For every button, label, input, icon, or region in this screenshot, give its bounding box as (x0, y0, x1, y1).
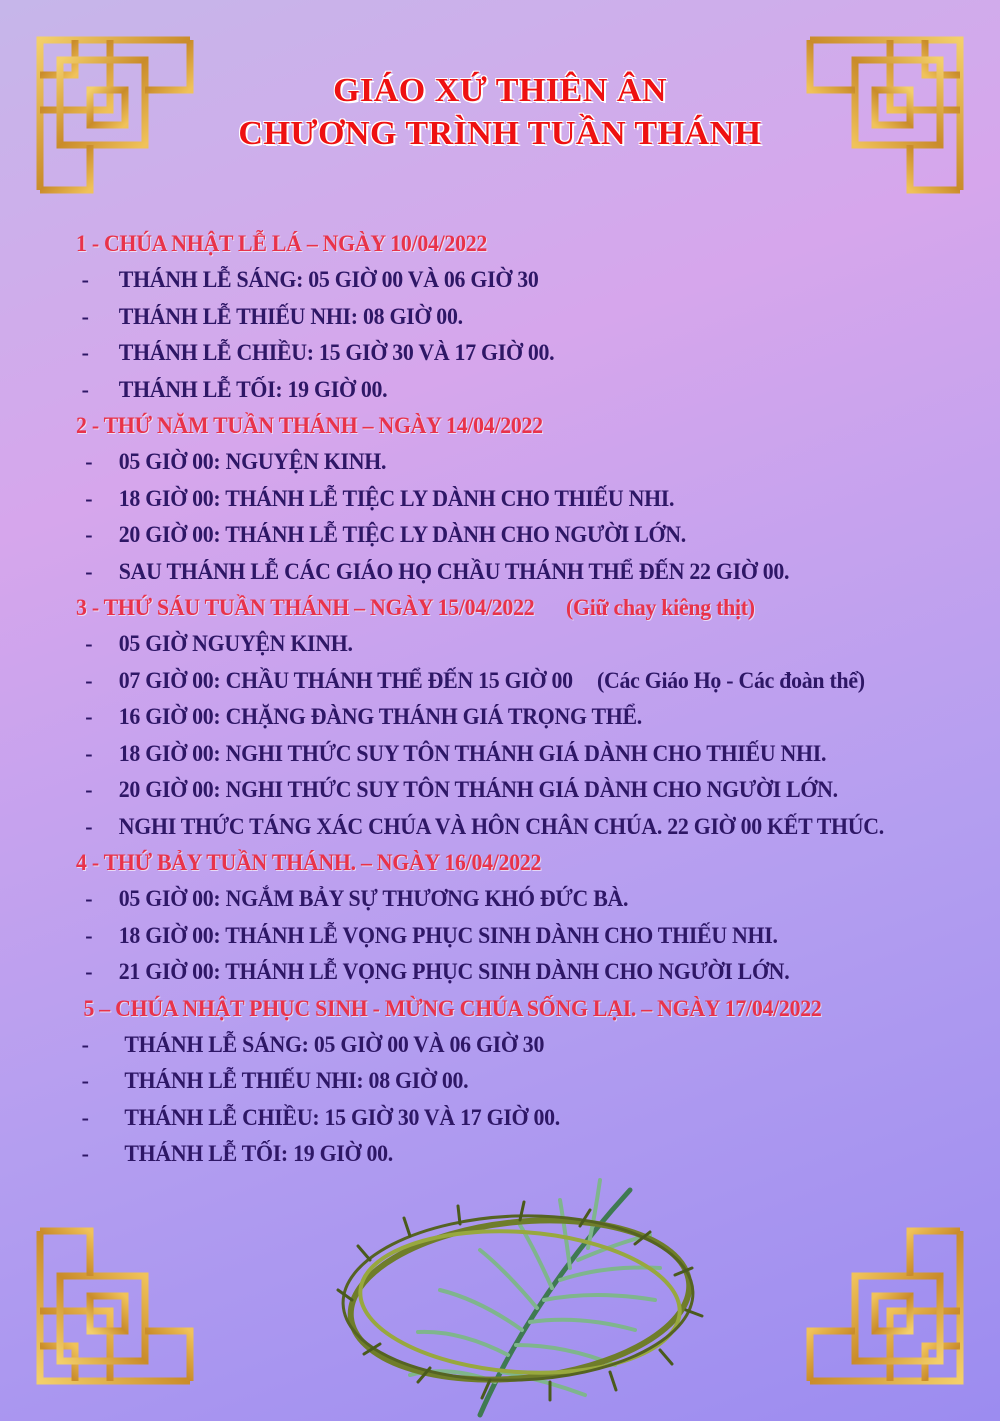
bullet-dash: - (85, 485, 93, 512)
bullet-dash: - (85, 704, 93, 731)
frame-corner-bottom-right (810, 1231, 960, 1381)
list-item: - 20 GIỜ 00: THÁNH LỄ TIỆC LY DÀNH CHO NGƯỜI LỚN. (76, 517, 894, 553)
section-holy-thursday (76, 408, 894, 590)
page-title-program: CHƯƠNG TRÌNH TUẦN THÁNH (238, 115, 762, 152)
bullet-dash: - (81, 267, 89, 294)
list-item: - THÁNH LỄ SÁNG: 05 GIỜ 00 VÀ 06 GIỜ 30 (76, 262, 894, 298)
list-item: - THÁNH LỄ TỐI: 19 GIỜ 00. (76, 372, 894, 408)
bullet-dash: - (81, 1141, 89, 1168)
bullet-dash: - (81, 1031, 89, 1058)
schedule-content (76, 226, 894, 1173)
frame-corner-bottom-left (40, 1231, 190, 1381)
list-item: - 18 GIỜ 00: NGHI THỨC SUY TÔN THÁNH GIÁ DÀNH CHO THIẾU NHI. (76, 736, 894, 772)
list-item: - 05 GIỜ 00: NGẮM BẢY SỰ THƯƠNG KHÓ ĐỨC BÀ. (76, 881, 894, 917)
bullet-dash: - (85, 886, 93, 913)
list-item: - 18 GIỜ 00: THÁNH LỄ TIỆC LY DÀNH CHO THIẾU NHI. (76, 481, 894, 517)
bullet-dash: - (85, 522, 93, 549)
section-heading: 1 - CHÚA NHẬT LỄ LÁ – NGÀY 10/04/2022 (76, 231, 488, 257)
list-item: - 20 GIỜ 00: NGHI THỨC SUY TÔN THÁNH GIÁ DÀNH CHO NGƯỜI LỚN. (76, 772, 894, 808)
list-item: - 16 GIỜ 00: CHẶNG ĐÀNG THÁNH GIÁ TRỌNG THỂ. (76, 699, 894, 735)
bullet-dash: - (85, 667, 93, 694)
section-good-friday (76, 590, 894, 845)
bullet-dash: - (85, 558, 93, 585)
list-item: - THÁNH LỄ CHIỀU: 15 GIỜ 30 VÀ 17 GIỜ 00. (76, 1100, 894, 1136)
bullet-dash: - (85, 777, 93, 804)
bullet-dash: - (85, 959, 93, 986)
list-item: - 07 GIỜ 00: CHẦU THÁNH THỂ ĐẾN 15 GIỜ 00 (Các Giáo Họ - Các đoàn thể) (76, 663, 894, 699)
bullet-dash: - (85, 740, 93, 767)
bullet-dash: - (81, 340, 89, 367)
list-item: - NGHI THỨC TÁNG XÁC CHÚA VÀ HÔN CHÂN CHÚA. 22 GIỜ 00 KẾT THÚC. (76, 809, 894, 845)
fasting-note: (Giữ chay kiêng thịt) (565, 595, 755, 622)
section-easter-sunday (76, 991, 894, 1173)
list-item: - 05 GIỜ NGUYỆN KINH. (76, 626, 894, 662)
list-item: - 21 GIỜ 00: THÁNH LỄ VỌNG PHỤC SINH DÀNH CHO NGƯỜI LỚN. (76, 954, 894, 990)
bullet-dash: - (85, 631, 93, 658)
section-heading: 3 - THỨ SÁU TUẦN THÁNH – NGÀY 15/04/2022 (Giữ chay kiêng thịt) (76, 595, 755, 622)
list-item: - 05 GIỜ 00: NGUYỆN KINH. (76, 444, 894, 480)
page-title-parish: GIÁO XỨ THIÊN ÂN (333, 72, 667, 109)
bullet-dash: - (81, 303, 89, 330)
section-heading: 2 - THỨ NĂM TUẦN THÁNH – NGÀY 14/04/2022 (76, 413, 543, 440)
item-note: (Các Giáo Họ - Các đoàn thể) (596, 667, 865, 694)
section-heading: 5 – CHÚA NHẬT PHỤC SINH - MỪNG CHÚA SỐNG LẠI. – NGÀY 17/04/2022 (83, 995, 822, 1022)
list-item: - THÁNH LỄ THIẾU NHI: 08 GIỜ 00. (76, 1063, 894, 1099)
bullet-dash: - (81, 1104, 89, 1131)
section-holy-saturday (76, 845, 894, 991)
list-item: - THÁNH LỄ TỐI: 19 GIỜ 00. (76, 1136, 894, 1172)
list-item: - THÁNH LỄ THIẾU NHI: 08 GIỜ 00. (76, 299, 894, 335)
bullet-dash: - (81, 376, 89, 403)
bullet-dash: - (85, 922, 93, 949)
list-item: - SAU THÁNH LỄ CÁC GIÁO HỌ CHẦU THÁNH THỂ ĐẾN 22 GIỜ 00. (76, 554, 894, 590)
list-item: - 18 GIỜ 00: THÁNH LỄ VỌNG PHỤC SINH DÀNH CHO THIẾU NHI. (76, 918, 894, 954)
bullet-dash: - (85, 449, 93, 476)
section-heading: 4 - THỨ BẢY TUẦN THÁNH. – NGÀY 16/04/2022 (76, 849, 542, 876)
section-palm-sunday (76, 226, 894, 408)
list-item: - THÁNH LỄ CHIỀU: 15 GIỜ 30 VÀ 17 GIỜ 00. (76, 335, 894, 371)
list-item: - THÁNH LỄ SÁNG: 05 GIỜ 00 VÀ 06 GIỜ 30 (76, 1027, 894, 1063)
bullet-dash: - (85, 813, 93, 840)
crown-of-thorns-icon (330, 1150, 710, 1420)
bullet-dash: - (81, 1068, 89, 1095)
